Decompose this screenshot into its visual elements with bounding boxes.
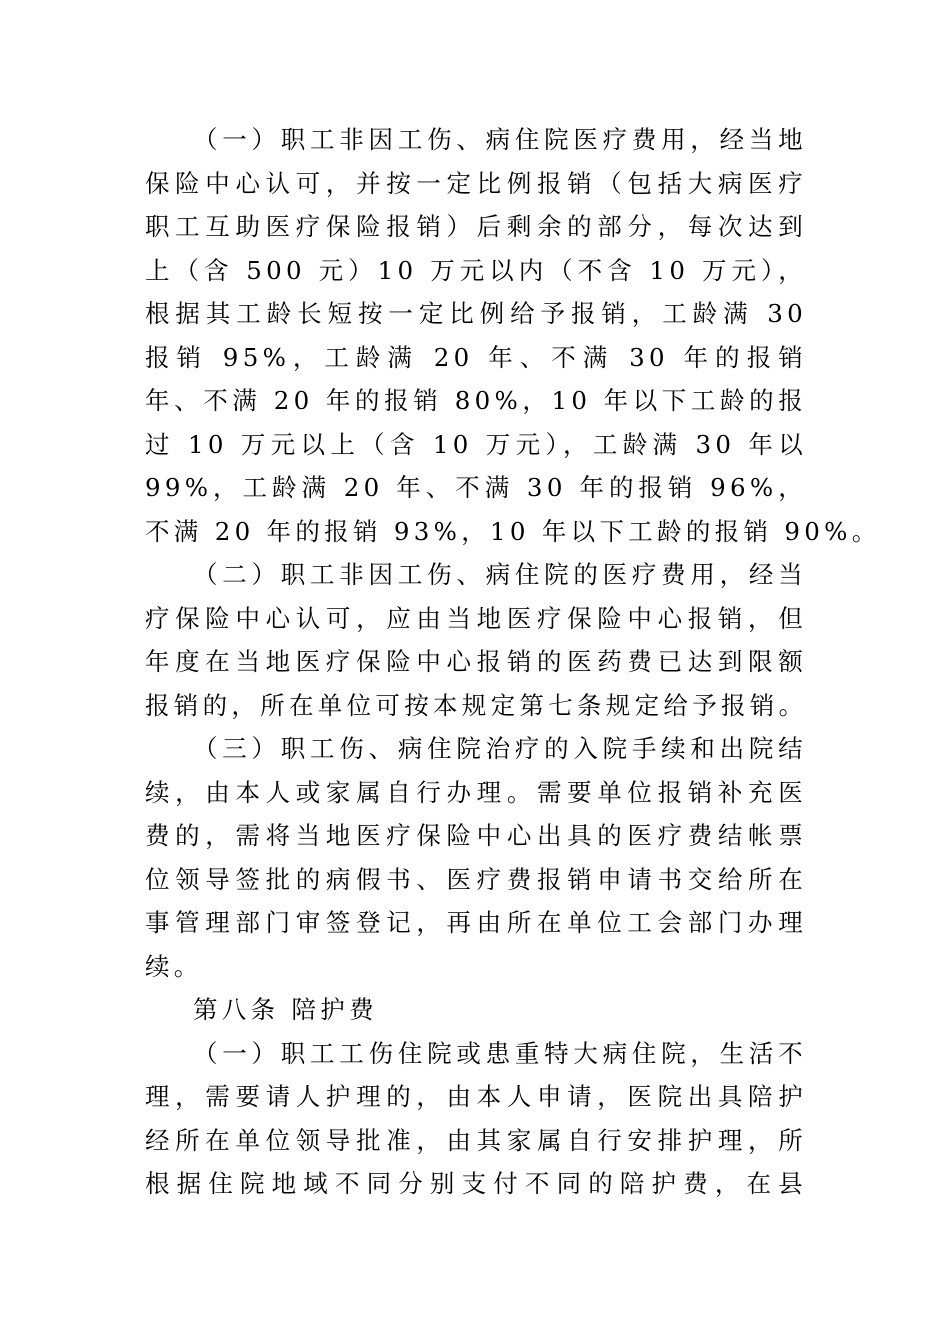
text-line: （三）职工伤、病住院治疗的入院手续和出院结 bbox=[193, 734, 807, 763]
text-line: 根据住院地域不同分别支付不同的陪护费，在县 bbox=[145, 1169, 807, 1198]
text-line: 位领导签批的病假书、医疗费报销申请书交给所在 bbox=[145, 864, 807, 894]
text-line: 过 10 万元以上（含 10 万元），工龄满 30 年以 bbox=[145, 429, 807, 459]
text-line: 事管理部门审签登记，再由所在单位工会部门办理 bbox=[145, 908, 807, 937]
text-line: 根据其工龄长短按一定比例给予报销，工龄满 30 bbox=[145, 299, 807, 328]
text-line: 上（含 500 元）10 万元以内（不含 10 万元）， bbox=[145, 255, 807, 285]
text-line: 报销 95%，工龄满 20 年、不满 30 年的报销 bbox=[145, 342, 807, 372]
text-line: 续。 bbox=[145, 951, 203, 981]
text-line: 经所在单位领导批准，由其家属自行安排护理，所 bbox=[145, 1125, 807, 1155]
text-line: 费的，需将当地医疗保险中心出具的医疗费结帐票 bbox=[145, 821, 807, 850]
article-heading: 第八条 陪护费 bbox=[193, 995, 378, 1024]
document-page bbox=[145, 118, 881, 1206]
paragraph-5 bbox=[145, 1032, 807, 1206]
text-line: 理，需要请人护理的，由本人申请，医院出具陪护 bbox=[145, 1082, 807, 1111]
paragraph-1 bbox=[145, 118, 881, 553]
text-line: 年、不满 20 年的报销 80%，10 年以下工龄的报 bbox=[145, 386, 807, 415]
text-line: 疗保险中心认可，应由当地医疗保险中心报销，但 bbox=[145, 603, 807, 633]
text-line: （一）职工工伤住院或患重特大病住院，生活不 bbox=[193, 1038, 807, 1068]
text-line: 续，由本人或家属自行办理。需要单位报销补充医 bbox=[145, 777, 807, 807]
text-line: （二）职工非因工伤、病住院的医疗费用，经当 bbox=[193, 560, 807, 589]
section-heading bbox=[145, 988, 807, 1032]
paragraph-2 bbox=[145, 553, 807, 727]
text-line: 99%，工龄满 20 年、不满 30 年的报销 96%， bbox=[145, 473, 807, 502]
text-line: （一）职工非因工伤、病住院医疗费用，经当地 bbox=[193, 125, 807, 154]
text-line: 职工互助医疗保险报销）后剩余的部分，每次达到 bbox=[145, 212, 807, 241]
text-line: 报销的，所在单位可按本规定第七条规定给予报销。 bbox=[145, 690, 808, 720]
text-line: 保险中心认可，并按一定比例报销（包括大病医疗 bbox=[145, 168, 807, 198]
text-line: 年度在当地医疗保险中心报销的医药费已达到限额 bbox=[145, 647, 807, 676]
text-line: 不满 20 年的报销 93%，10 年以下工龄的报销 90%。 bbox=[145, 516, 881, 546]
paragraph-3 bbox=[145, 727, 807, 988]
